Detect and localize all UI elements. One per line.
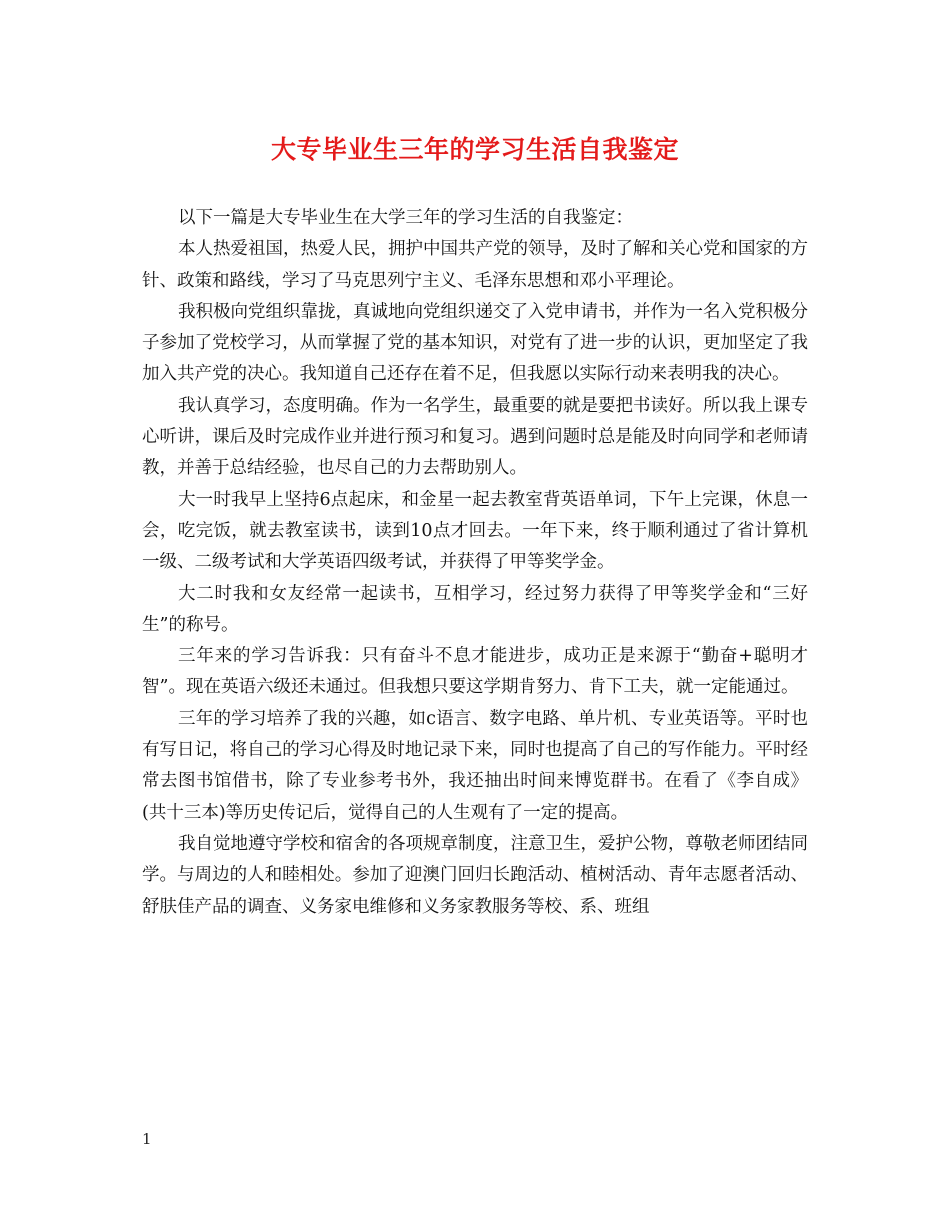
paragraph-first-year: 大一时我早上坚持6点起床，和金星一起去教室背英语单词，下午上完课，休息一会，吃完饭，就去教室读书，读到10点才回去。一年下来，终于顺利通过了省计算机一级、二级考试和大学英语四级考试，并获得了甲等奖学金。 xyxy=(142,489,808,573)
paragraph-study-attitude: 我认真学习，态度明确。作为一名学生，最重要的就是要把书读好。所以我上课专心听讲，课后及时完成作业并进行预习和复习。遇到问题时总是能及时向同学和老师请教，并善于总结经验，也尽自己的力去帮助别人。 xyxy=(142,395,808,479)
paragraph-interests: 三年的学习培养了我的兴趣，如c语言、数字电路、单片机、专业英语等。平时也有写日记，将自己的学习心得及时地记录下来，同时也提高了自己的写作能力。平时经常去图书馆借书，除了专业参考书外，我还抽出时间来博览群书。在看了《李自成》(共十三本)等历史传记后，觉得自己的人生观有了一定的提高。 xyxy=(142,708,808,823)
paragraph-conduct: 我自觉地遵守学校和宿舍的各项规章制度，注意卫生，爱护公物，尊敬老师团结同学。与周边的人和睦相处。参加了迎澳门回归长跑活动、植树活动、青年志愿者活动、舒肤佳产品的调查、义务家电维修和义务家教服务等校、系、班组 xyxy=(142,833,808,917)
document-title: 大专毕业生三年的学习生活自我鉴定 xyxy=(270,135,679,164)
paragraph-patriotism: 本人热爱祖国，热爱人民，拥护中国共产党的领导，及时了解和关心党和国家的方针、政策和路线，学习了马克思列宁主义、毛泽东思想和邓小平理论。 xyxy=(142,239,808,291)
paragraph-intro: 以下一篇是大专毕业生在大学三年的学习生活的自我鉴定： xyxy=(178,208,633,228)
paragraph-lessons: 三年来的学习告诉我：只有奋斗不息才能进步，成功正是来源于“勤奋+聪明才智”。现在英语六级还未通过。但我想只要这学期肯努力、肯下工夫，就一定能通过。 xyxy=(142,646,808,698)
paragraph-second-year: 大二时我和女友经常一起读书，互相学习，经过努力获得了甲等奖学金和“三好生”的称号。 xyxy=(142,583,808,635)
document-body xyxy=(142,203,808,923)
page-number: 1 xyxy=(142,1130,152,1148)
paragraph-party: 我积极向党组织靠拢，真诚地向党组织递交了入党申请书，并作为一名入党积极分子参加了党校学习，从而掌握了党的基本知识，对党有了进一步的认识，更加坚定了我加入共产党的决心。我知道自己还存在着不足，但我愿以实际行动来表明我的决心。 xyxy=(142,301,808,385)
